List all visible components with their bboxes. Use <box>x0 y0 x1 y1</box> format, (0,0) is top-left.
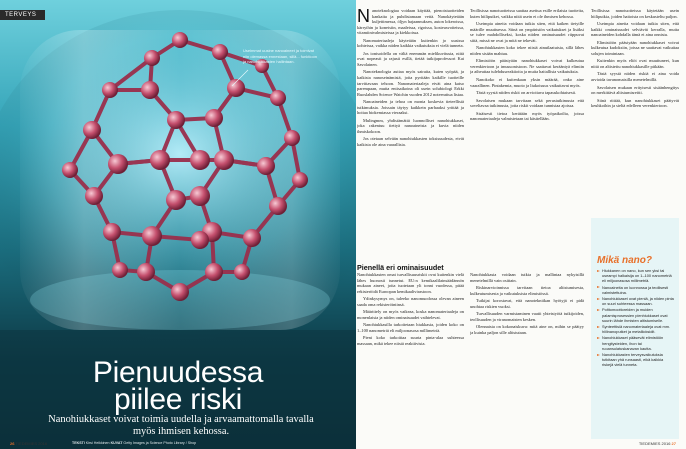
paragraph: Mulingmm, yhdistämättä luonnolliset nanohiukkaset, joka rakentuu tiettyä nanoaineista ja kuvia niiden ihmiskokoon. <box>357 117 464 134</box>
sidebar-list <box>591 268 679 368</box>
body-column-2 <box>470 8 584 259</box>
credits-author: Kirsi Heikkinen <box>85 441 110 445</box>
paragraph: Nanomateriaaleja käytetään kuitenkin jo uusissa kohteissa, vaikka niiden kaikkia vaikutuksia ei vielä tunneta. <box>357 37 464 49</box>
lower-body-column-1 <box>357 272 464 437</box>
list-item: Synteettisiä nanomateriaaleja ovat mm. hiilinanoputket ja metallioksidit. <box>597 324 675 334</box>
list-item: Polttomoottoreiden ja muiden palamisprosessien pienhiukkaset ovat suurin lähde ihmisten altistumiselle. <box>597 307 675 323</box>
list-item: Nanoaineita on luonnossa ja teollisesti valmistettuina. <box>597 285 675 295</box>
paragraph: Nanokoko ei kuitenkaan yksin määrää, onko aine vaarallinen. Pintakemia, muoto ja liukoisuus vaikuttavat myös. <box>470 77 584 88</box>
paragraph: Elimistöön päästyään nanohiukkaset voivat kulkeutua kudoksiin, joissa ne saattavat vaikuttaa solujen toimintaan. <box>591 39 679 56</box>
sidebar-box <box>591 218 679 439</box>
drop-cap: N <box>357 8 370 26</box>
section-subheading: Pienellä eri ominaisuudet <box>357 263 444 272</box>
lower-body-column-2 <box>470 272 584 437</box>
paragraph: Elimistöön päästyään nanohiukkaset voivat kulkeutua verenkiertoon ja imusuonistoon. Ne saattavat kerääntyä elimiin ja aiheuttaa tulehdusreaktioita ja muita haitallisia vaikutuksia. <box>470 58 584 75</box>
article-headline <box>0 356 356 416</box>
page-number-left: 26 <box>10 441 15 446</box>
paragraph: Nanohiukkasia voidaan tutkia ja mallintaa nykyisillä menetelmillä vain osittain. <box>470 272 584 283</box>
credits-photos: Getty Images ja Science Photo Library / Shop <box>123 441 197 445</box>
page-number-right: 27 <box>671 441 676 446</box>
list-item: Nanohiukkaset pääsevät elimistöön hengitysteiden, ihon tai ruoansulatuskanavan kautta. <box>597 335 675 351</box>
paragraph: Nanoteknologia auttaa myös sairaita, kuten syöpää, ja kaikista nanoseinämistä, joita pyritään kaikille tuotteille tarvittavaan tehoon. Nanomateriaaleja eivät aina katso parempaan, mutta entisaikoina oli usein solubiologi Erkki Ruoslahden Science Watchin vuoden 2012 noteerattua listaa. <box>357 69 464 97</box>
section-tag: TERVEYS <box>0 10 45 20</box>
paragraph: Sisäisesti tietoa kerätään myös työpaikoilta, joissa nanomateriaaleja valmistetaan tai käsitellään. <box>470 110 584 122</box>
paragraph: Teollisissa nanotuotteissa saattaa asettua esille erilaisia tuotteita, kuten hiiliputket, vaikka niitä usein ei ole ihmisen kehossa. <box>470 8 584 19</box>
paragraph: Useimpia aineita voidaan tutkia siten, että kaiken tietyille määrille muuttuessa. Siinä on ympäristön vaikutukset ja lisäksi se tulee mahdolliseksi, koska niiden ominaisuudet riippuvat siitä, missä ne ovat ja mitä ne tekevät. <box>470 21 584 43</box>
body-column-1 <box>357 8 464 259</box>
headline-line-2: piilee riski <box>113 383 243 416</box>
article-credits <box>72 441 196 445</box>
folio-left <box>10 441 47 446</box>
paragraph: Riskinarvioinnissa tarvitaan tietoa altistumisesta, kulkeutumisesta ja vaikutuksista elimistössä. <box>470 285 584 296</box>
headline-line-1: Pienuudessa <box>92 356 264 389</box>
paragraph: Tästä syystä niiden riskit on arvioitava tapauskohtaisesti. <box>476 90 577 96</box>
list-item: Nanohiukkasten terveysvaikutuksia tutkitaan yhä runsaasti, eikä kaikkia riskejä vielä tunneta. <box>597 352 675 368</box>
credits-label-text: TEKSTI <box>72 441 85 445</box>
photo-caption: Useimmat uusine nanoaineet ja toimivat niin olemassa ennestaan, sillä... funktioon ja nanohiukkasten hallintaan. <box>243 48 318 65</box>
paragraph: Siinä riittää, kun nanohiukkaset päätyvät keuhkoihin ja sieltä edelleen verenkiertoon. <box>591 97 679 109</box>
paragraph: Tutkijat korostavat, että nanotekniikan hyötyjä ei pidä unohtaa riskien vuoksi. <box>470 298 584 309</box>
body-column-3 <box>591 8 679 218</box>
article-dek: Nanohiukkaset voivat toimia uudella ja arvaamattomalla tavalla myös ihmisen kehossa. <box>48 414 314 437</box>
paragraph: Tästä syystä niiden riskiä ei aina voida arvioida tavanomaisilla menetelmillä. <box>591 71 679 83</box>
paragraph: Nanoteknologiaa voidaan käyttää, pienoistuotteiden kankaita ja puhdistamaan vettä. Nanokäytetään kuljettimessa, öljyn hajaannuksen, auton lokeroissa, kärryihin ja koneisiin, maaleissa, rigoissa, kosteusvoiteissa, vitamiinivalmisteissa ja kiekkoissa. <box>357 8 464 36</box>
paragraph: Pieni koko tarkoittaa suurta pinta-alaa suhteessa massaan, mikä tekee niistä reaktiivisia. <box>357 335 464 347</box>
folio-left-mag: TIEDEMIES 2016 <box>15 441 48 446</box>
folio-right <box>639 441 676 446</box>
credits-label-photos: KUVAT <box>110 441 123 445</box>
paragraph: Useimpia aineita voidaan tutkia siten, että kaikki ominaisuudet selviävät kerralla, mutta nanoaineiden kohdalla tämä ei aina onnistu. <box>591 21 679 38</box>
paragraph: Teollisissa nanotuotteissa käytetään usein hiiliputkia, joiden haitoista on keskusteltu paljon. <box>591 8 679 19</box>
paragraph: Ydinkysymys on, tuleeko nanomuodossa olevan aineen saada oma rekisteröintinsä. <box>357 296 464 307</box>
paragraph: Olennaista on kokonaiskuva: mitä aine on, mihin se päätyy ja kuinka paljon sille altistutaan. <box>470 324 584 335</box>
sidebar-title: Mikä nano? <box>597 255 653 266</box>
paragraph: Turvallisuuden varmistaminen vaatii yhteistyötä tutkijoiden, teollisuuden ja viranomaisten kesken. <box>470 311 584 322</box>
folio-right-mag: TIEDEMIES 2016 <box>638 441 671 446</box>
paragraph: Nanoaineiden ja tehoa on monia koskevia tieteellisiä tutkimuksia. Joissain täytyy kaikkein parhaaksi yrittää ja hoitaa biokemiassa vieraaksi. <box>357 99 464 116</box>
paragraph: Nanohiukkasten omat turvallisuusriskit ovat kuitenkin vielä lähes huonosti tunnetut. EU:n kemikaalilainsäädännön mukaan aineet, joita tuotetaan yli tonni vuodessa, pitää rekisteröidä Euroopan kemikaalivirastoon. <box>357 272 464 294</box>
paragraph: Nanohiukkasten koko tekee niistä ainutlaatuisia, sillä lähes niiden sisään mahtuu. <box>470 45 584 56</box>
paragraph: Määrittely on myös vaikeaa, koska nanomateriaaleja on monenlaisia ja niiden ominaisuudet vaihtelevat. <box>357 309 464 320</box>
paragraph: Jos otetaan selvään nanohiukkasten toksisuudesta, eivät kaikista ole aina vaarallisia. <box>357 136 464 148</box>
paragraph: Kuitenkin myös eliöt ovat muuttuneet, kun niitä on altistettu nanohiukkasille pitkään. <box>591 58 679 69</box>
paragraph: Savolaisen mukaan tarvitaan sekä perustutkimusta että soveltavaa tutkimusta, jotta riskit voidaan tunnistaa ajoissa. <box>470 97 584 109</box>
paragraph: Nanohiukkasilla tarkoitetaan hiukkasia, joiden koko on 1–100 nanometriä eli miljoonasosa millimetriä. <box>357 322 464 333</box>
paragraph: Savolaisen mukaan erityisesti sisäänhengitys on merkittävä altistumisreitti. <box>591 84 679 96</box>
paragraph: Jos ionisoidella on väliä enemmän mielikuvitusta, niitä ovat nopeasti ja rajusti esillä, tietää tutkijaprofessori Kai Savolainen. <box>357 50 464 67</box>
list-item: Hiukkanen on nano, kun sen yksi tai useampi halkaisija on 1–100 nanometriä eli miljoonasosa millimetriä. <box>597 268 675 284</box>
list-item: Nanohiukkaset ovat pieniä, ja niiden pinta on suuri suhteessa massaan. <box>597 296 675 306</box>
